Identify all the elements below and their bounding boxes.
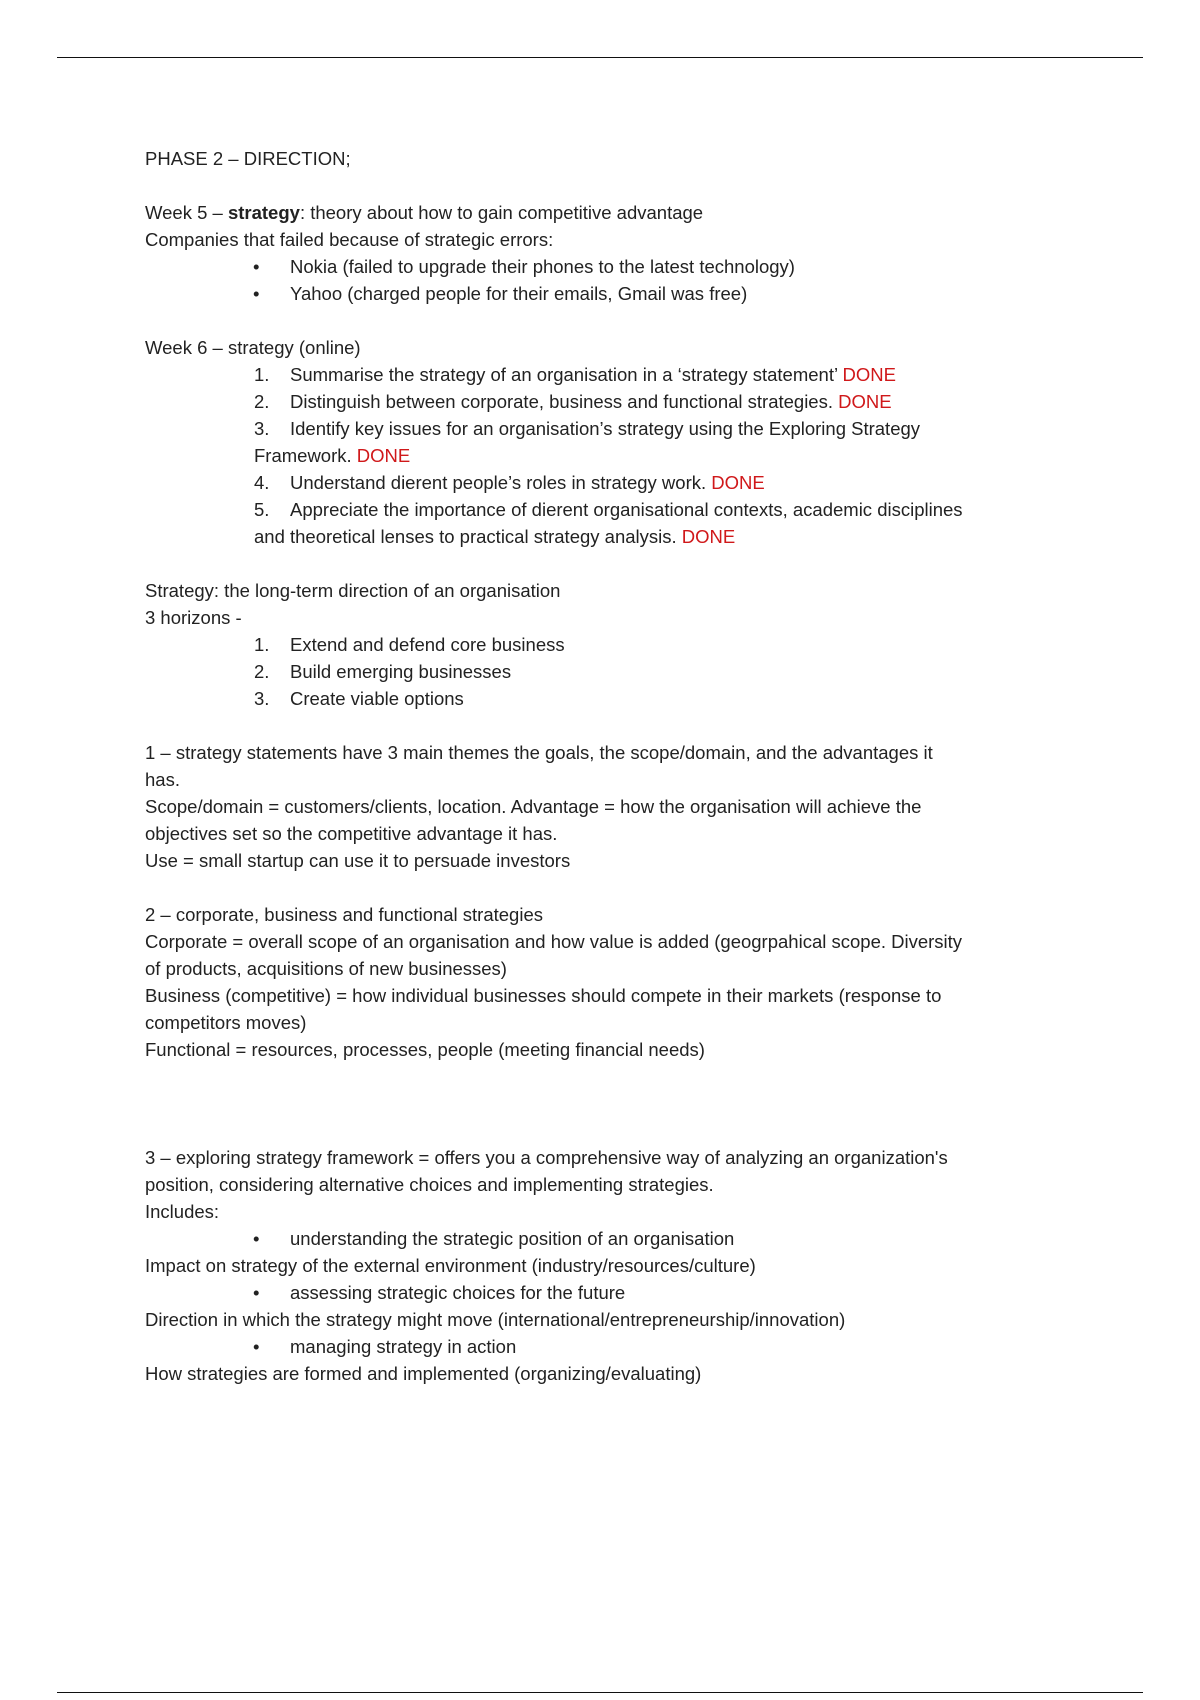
bullet-icon: • [253,1336,260,1357]
week5-title [145,199,1045,226]
section1-line: objectives set so the competitive advantage it has. [145,823,558,844]
section2-line: 2 – corporate, business and functional strategies [145,904,543,925]
item-text: Create viable options [290,688,464,709]
bullet-note: Direction in which the strategy might move (international/entrepreneurship/innovation) [145,1309,846,1330]
section2-line: competitors moves) [145,1012,307,1033]
horizons-label: 3 horizons - [145,607,242,628]
list-item [145,1333,1045,1360]
item-number: 1. [254,634,270,655]
list-item [145,496,1045,523]
section2-line: Corporate = overall scope of an organisation and how value is added (geogrpahical scope. Diversity [145,931,963,952]
bullet-text: understanding the strategic position of an organisation [290,1228,735,1249]
item-text: Appreciate the importance of dierent organisational contexts, academic disciplines [290,499,963,520]
section1-line: Use = small startup can use it to persuade investors [145,850,571,871]
item-number: 2. [254,391,270,412]
strategy-definition: Strategy: the long-term direction of an organisation [145,580,561,601]
list-item [145,1279,1045,1306]
done-label: DONE [842,364,896,385]
bullet-text: managing strategy in action [290,1336,517,1357]
item-number: 3. [254,688,270,709]
done-label: DONE [681,526,736,547]
list-item [145,280,1045,307]
bullet-note: How strategies are formed and implemented (organizing/evaluating) [145,1363,702,1384]
item-text: and theoretical lenses to practical strategy analysis. [254,526,682,547]
done-label: DONE [838,391,892,412]
week5-bold-term: strategy [227,202,300,223]
bullet-text: Nokia (failed to upgrade their phones to the latest technology) [290,256,795,277]
item-text: Build emerging businesses [290,661,512,682]
item-text: Summarise the strategy of an organisation in a ‘strategy statement’ [290,364,843,385]
item-text: Identify key issues for an organisation’s strategy using the Exploring Strategy [290,418,921,439]
section3-line: position, considering alternative choices and implementing strategies. [145,1174,714,1195]
section1-line: Scope/domain = customers/clients, location. Advantage = how the organisation will achieve the [145,796,922,817]
week5-suffix: : theory about how to gain competitive advantage [299,202,704,223]
list-item [145,685,1045,712]
list-item [145,631,1045,658]
top-rule [57,57,1143,58]
list-item [145,658,1045,685]
document-page [145,145,1045,1387]
item-number: 1. [254,364,270,385]
list-item [145,361,1045,388]
bullet-icon: • [253,1228,260,1249]
bullet-text: assessing strategic choices for the future [290,1282,626,1303]
bullet-note: Impact on strategy of the external environment (industry/resources/culture) [145,1255,756,1276]
list-item [145,253,1045,280]
item-number: 2. [254,661,270,682]
heading: PHASE 2 – DIRECTION; [145,148,351,169]
done-label: DONE [711,472,765,493]
item-text: Framework. [254,445,357,466]
list-item [145,469,1045,496]
done-label: DONE [356,445,411,466]
bullet-text: Yahoo (charged people for their emails, Gmail was free) [290,283,748,304]
section2-line: Functional = resources, processes, people (meeting financial needs) [145,1039,705,1060]
bullet-icon: • [253,283,260,304]
list-item [145,415,1045,442]
item-number: 3. [254,418,270,439]
list-item-continuation [145,442,1045,469]
bullet-icon: • [253,256,260,277]
section2-line: of products, acquisitions of new businesses) [145,958,507,979]
bottom-rule [57,1692,1143,1693]
item-text: Distinguish between corporate, business and functional strategies. [290,391,839,412]
item-text: Extend and defend core business [290,634,565,655]
section1-line: 1 – strategy statements have 3 main themes the goals, the scope/domain, and the advantages it [145,742,933,763]
list-item-continuation [145,523,1045,550]
week5-prefix: Week 5 – [145,202,228,223]
section1-line: has. [145,769,180,790]
item-number: 4. [254,472,270,493]
includes-label: Includes: [145,1201,220,1222]
section3-line: 3 – exploring strategy framework = offers you a comprehensive way of analyzing an organization's [145,1147,948,1168]
item-text: Understand dierent people’s roles in strategy work. [290,472,712,493]
week5-intro: Companies that failed because of strategic errors: [145,229,554,250]
item-number: 5. [254,499,270,520]
list-item [145,1225,1045,1252]
section2-line: Business (competitive) = how individual businesses should compete in their markets (response to [145,985,942,1006]
bullet-icon: • [253,1282,260,1303]
week6-title: Week 6 – strategy (online) [145,337,361,358]
list-item [145,388,1045,415]
